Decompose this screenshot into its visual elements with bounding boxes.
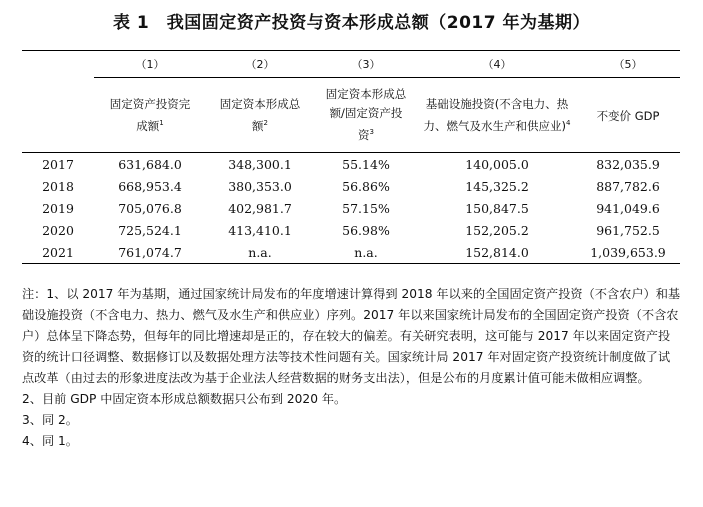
year-cell: 2019: [42, 200, 74, 216]
table-cell: 380,353.0: [228, 178, 292, 194]
table-cell: 668,953.4: [118, 178, 182, 194]
column-header: 基础设施投资(不含电力、热力、燃气及水生产和供应业)$^4$: [418, 78, 576, 153]
table-notes: [22, 284, 682, 452]
table-cell: 56.98%: [342, 222, 390, 238]
table-row: [22, 241, 680, 264]
table-cell: 56.86%: [342, 178, 390, 194]
column-header: 不变价 GDP: [576, 78, 680, 153]
table-cell: n.a.: [206, 241, 314, 264]
table-row: [22, 219, 680, 241]
table-cell: 761,074.7: [94, 241, 206, 264]
column-number: （2）: [206, 51, 314, 78]
table-title: 表 1 我国固定资产投资与资本形成总额（2017 年为基期）: [113, 13, 590, 33]
table-row: [22, 197, 680, 219]
table-cell: 941,049.6: [596, 200, 660, 216]
note-3: 3、同 2。: [22, 413, 78, 427]
table-row: [22, 175, 680, 197]
column-number: （4）: [418, 51, 576, 78]
table-cell: n.a.: [314, 241, 418, 264]
table-cell: 57.15%: [342, 200, 390, 216]
data-table: [22, 50, 680, 264]
table-row: [22, 153, 680, 176]
column-number-row: [22, 51, 680, 78]
note-1: 注：1、以 2017 年为基期，通过国家统计局发布的年度增速计算得到 2018 年以来的全国固定资产投资（不含农户）和基础设施投资（不含电力、热力、燃气及水生产和供应业）序列。2017 年以来国家统计局发布的全国固定资产投资（不含农户）总体呈下降态势，但每年的同比增速却是正的，存在较大的偏差。有关研究表明，这可能与 2017 年以来固定资产投资的统计口径调整、数据修订以及数据处理方法等技术性问题有关。国家统计局 2017 年对固定资产投资统计制度做了试点改革（由过去的形象进度法改为基于企业法人经营数据的财务支出法），但是公布的月度累计值可能未做相应调整。: [22, 287, 681, 385]
column-header: 固定资本形成总额$^2$: [206, 78, 314, 153]
table-cell: 725,524.1: [118, 222, 182, 238]
year-cell: 2018: [42, 178, 74, 194]
column-number: （3）: [314, 51, 418, 78]
table-cell: 887,782.6: [596, 178, 660, 194]
year-cell: 2020: [42, 222, 74, 238]
table-cell: 145,325.2: [465, 178, 529, 194]
table-cell: 152,205.2: [465, 222, 529, 238]
table-cell: 140,005.0: [465, 156, 529, 172]
table-cell: 348,300.1: [228, 156, 292, 172]
note-4: 4、同 1。: [22, 434, 78, 448]
note-2: 2、目前 GDP 中固定资本形成总额数据只公布到 2020 年。: [22, 392, 347, 406]
year-cell: 2017: [42, 156, 74, 172]
year-cell: 2021: [22, 241, 94, 264]
table-cell: 152,814.0: [418, 241, 576, 264]
column-header: 固定资本形成总额/固定资产投资$^3$: [314, 78, 418, 153]
table-cell: 832,035.9: [596, 156, 660, 172]
column-header: 固定资产投资完成额$^1$: [94, 78, 206, 153]
column-number: （1）: [94, 51, 206, 78]
table-cell: 150,847.5: [465, 200, 529, 216]
table-cell: 402,981.7: [228, 200, 292, 216]
column-header-row: [22, 78, 680, 153]
table-cell: 1,039,653.9: [576, 241, 680, 264]
table-cell: 413,410.1: [228, 222, 292, 238]
table-cell: 55.14%: [342, 156, 390, 172]
table-cell: 631,684.0: [118, 156, 182, 172]
table-cell: 961,752.5: [596, 222, 660, 238]
column-number: （5）: [576, 51, 680, 78]
table-cell: 705,076.8: [118, 200, 182, 216]
